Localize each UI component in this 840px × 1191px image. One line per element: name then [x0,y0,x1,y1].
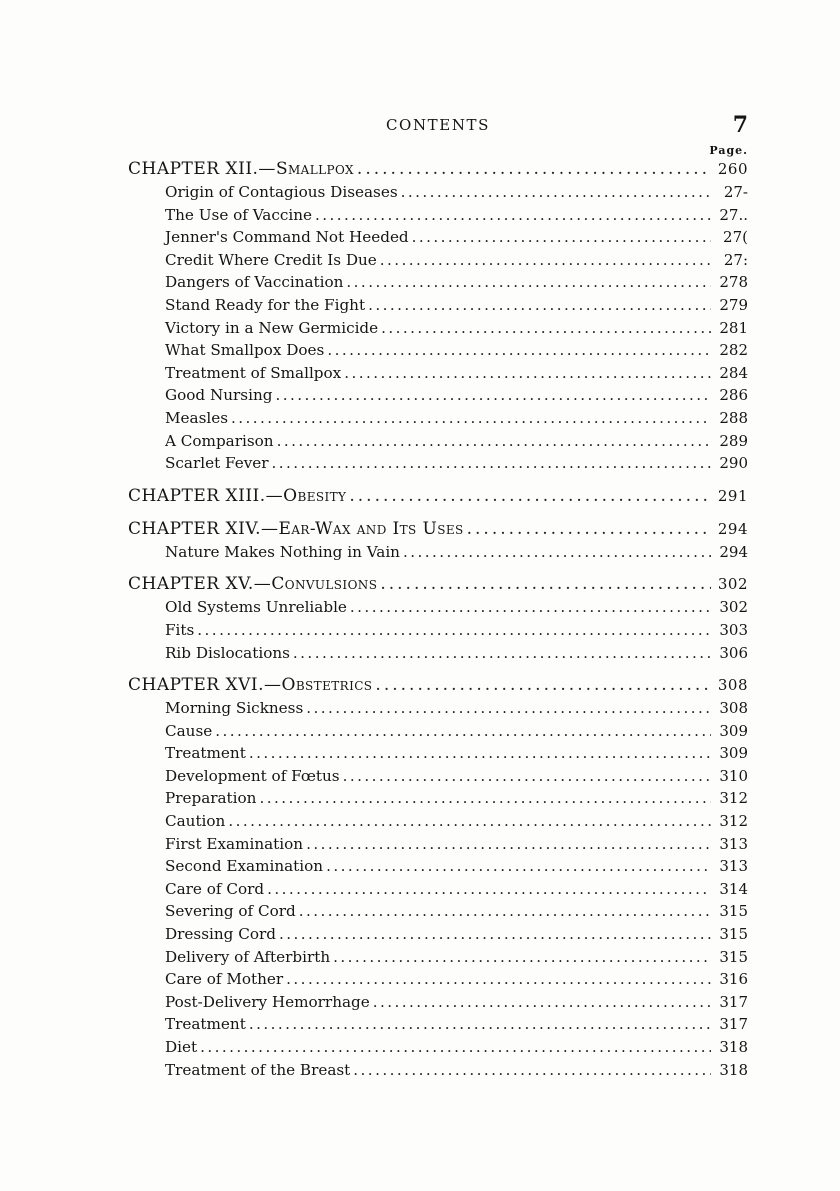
chapter-page-number: 308 [717,676,748,695]
dot-leader [306,833,711,856]
chapter-heading [128,517,748,541]
entry-page-number: 278 [719,273,748,292]
toc-entry [128,271,748,294]
dot-leader [259,787,711,810]
chapter-subject: Ear-Wax and Its Uses [278,518,464,539]
toc-entry [128,181,748,204]
entry-page-number: 318 [719,1038,748,1056]
toc-entry [128,430,748,453]
entry-page-number: 284 [719,363,748,382]
entry-page-number: 309 [719,721,748,740]
toc-entry [128,452,748,475]
dot-leader [315,204,711,227]
entry-title: Diet [165,1038,198,1056]
toc-entry [128,810,748,833]
dot-leader [373,991,711,1014]
toc-entry [128,991,748,1014]
entry-title: Care of Cord [165,879,265,898]
toc-entry [128,1036,748,1059]
entry-page-number: 309 [719,744,748,763]
chapter-subject: Obesity [283,485,347,506]
entry-page-number: 317 [719,992,748,1011]
toc-entry [128,742,748,765]
toc-entry [128,249,748,272]
toc-entry [128,596,748,619]
dot-leader [346,271,711,294]
entry-page-number: 302 [719,598,748,617]
entry-title: Treatment of Smallpox [165,363,342,382]
entry-page-number: 27- [723,183,748,201]
toc-entry [128,642,748,665]
chapter-heading [128,157,748,181]
chapter-subject: Convulsions [271,574,378,595]
entry-title: Preparation [165,789,257,808]
chapter-heading [128,673,748,697]
chapter-number: CHAPTER XVI.— [128,675,282,696]
entry-title: Measles [165,408,229,427]
entry-title: Origin of Contagious Diseases [165,183,398,201]
entry-title: Treatment of the Breast [165,1060,351,1079]
toc-entry [128,1059,748,1082]
dot-leader [380,572,711,596]
entry-page-number: 282 [719,341,748,360]
chapter-page-number: 260 [717,160,748,178]
dot-leader [275,384,711,407]
entry-page-number: 312 [719,812,748,831]
entry-title: A Comparison [165,431,274,450]
chapter-number: CHAPTER XIII.— [128,485,284,506]
entry-page-number: 27( [723,228,748,247]
entry-page-number: 313 [719,834,748,853]
chapter-number: CHAPTER XV.— [128,574,272,595]
dot-leader [306,697,711,720]
entry-page-number: 288 [719,408,748,427]
chapter-subject: Obstetrics [281,675,373,696]
chapter-page-number: 302 [717,575,748,594]
toc-entry [128,923,748,946]
entry-title: Morning Sickness [165,699,304,718]
entry-title: Treatment [165,1015,246,1034]
dot-leader [327,339,711,362]
entry-title: The Use of Vaccine [165,205,312,224]
dot-leader [326,855,711,878]
page-number: 7 [732,112,748,138]
dot-leader [467,517,711,541]
toc-entry [128,946,748,969]
chapter-number: CHAPTER XIV.— [128,518,279,539]
entry-page-number: 303 [719,620,748,639]
dot-leader [293,642,711,665]
running-title: CONTENTS [385,116,491,134]
dot-leader [403,541,711,564]
toc-entry [128,968,748,991]
toc-entry [128,294,748,317]
entry-title: Delivery of Afterbirth [165,947,331,966]
entry-page-number: 315 [719,947,748,966]
entry-title: Post-Delivery Hemorrhage [165,992,370,1011]
entry-title: Caution [165,812,226,831]
entry-title: Dressing Cord [165,925,276,944]
entry-title: Rib Dislocations [165,643,290,662]
entry-title: Credit Where Credit Is Due [165,250,377,269]
entry-title: Treatment [165,744,246,763]
chapter-number: CHAPTER XII.— [128,159,276,179]
dot-leader [412,226,711,249]
chapter-block [128,572,748,664]
dot-leader [197,619,711,642]
entry-page-number: 312 [719,789,748,808]
entry-page-number: 315 [719,925,748,944]
toc-entry [128,619,748,642]
entry-title: Stand Ready for the Fight [165,295,366,314]
page-column-label: Page. [709,144,748,157]
dot-leader [357,157,711,181]
toc-entry [128,878,748,901]
entry-page-number: 27: [723,250,748,269]
dot-leader [279,923,711,946]
dot-leader [368,294,711,317]
entry-title: Good Nursing [165,386,273,405]
dot-leader [277,430,711,453]
chapter-block [128,484,748,508]
toc-entry [128,317,748,340]
entry-page-number: 314 [719,879,748,898]
entry-title: Fits [165,620,195,639]
entry-page-number: 316 [719,970,748,989]
toc-entry [128,339,748,362]
toc-entry [128,362,748,385]
entry-page-number: 313 [719,857,748,876]
toc-entry [128,541,748,564]
entry-page-number: 294 [719,542,748,561]
entry-page-number: 289 [719,431,748,450]
entry-title: Cause [165,721,213,740]
chapter-label [128,572,377,596]
toc-entry [128,204,748,227]
entry-title: Care of Mother [165,970,284,989]
dot-leader [381,317,711,340]
dot-leader [349,484,711,508]
running-head [128,112,748,140]
entry-page-number: 279 [719,295,748,314]
dot-leader [286,968,711,991]
toc-entry [128,765,748,788]
entry-page-number: 281 [719,318,748,337]
entry-title: Jenner's Command Not Heeded [165,228,409,247]
dot-leader [228,810,711,833]
dot-leader [249,1013,711,1036]
chapter-page-number: 294 [717,519,748,538]
entry-title: Nature Makes Nothing in Vain [165,542,400,561]
dot-leader [215,720,711,743]
toc-entry [128,384,748,407]
entry-title: Scarlet Fever [165,454,269,473]
chapter-page-number: 291 [717,486,748,505]
chapter-label [128,517,464,541]
dot-leader [350,596,711,619]
entry-title: Victory in a New Germicide [165,318,379,337]
dot-leader [200,1036,711,1059]
entry-title: What Smallpox Does [165,341,325,360]
entry-title: First Examination [165,834,304,853]
toc-entry [128,226,748,249]
chapter-heading [128,484,748,508]
chapter-label [128,157,354,181]
toc-entry [128,855,748,878]
toc-entry [128,407,748,430]
entry-page-number: 286 [719,386,748,405]
entry-page-number: 310 [719,766,748,785]
dot-leader [272,452,711,475]
toc-entry [128,787,748,810]
dot-leader [375,673,711,697]
entry-page-number: 315 [719,902,748,921]
chapter-block [128,673,748,1081]
toc-entry [128,900,748,923]
entry-title: Old Systems Unreliable [165,598,347,617]
entry-page-number: 317 [719,1015,748,1034]
entry-page-number: 306 [719,643,748,662]
chapter-subject: Smallpox [275,159,354,179]
dot-leader [267,878,711,901]
dot-leader [344,362,711,385]
chapter-heading [128,572,748,596]
dot-leader [299,900,711,923]
table-of-contents [128,157,748,1090]
dot-leader [343,765,711,788]
entry-page-number: 290 [719,454,748,473]
entry-title: Development of Fœtus [165,766,340,785]
chapter-block [128,157,748,475]
dot-leader [353,1059,711,1082]
entry-page-number: 318 [719,1060,748,1079]
toc-entry [128,833,748,856]
chapter-label [128,484,346,508]
toc-entry [128,697,748,720]
chapter-block [128,517,748,564]
entry-page-number: 27.. [719,205,748,224]
chapter-label [128,673,372,697]
dot-leader [249,742,711,765]
dot-leader [231,407,711,430]
toc-entry [128,720,748,743]
entry-title: Severing of Cord [165,902,296,921]
toc-entry [128,1013,748,1036]
entry-title: Dangers of Vaccination [165,273,344,292]
entry-title: Second Examination [165,857,324,876]
dot-leader [380,249,711,272]
entry-page-number: 308 [719,699,748,718]
dot-leader [401,181,711,204]
dot-leader [333,946,711,969]
